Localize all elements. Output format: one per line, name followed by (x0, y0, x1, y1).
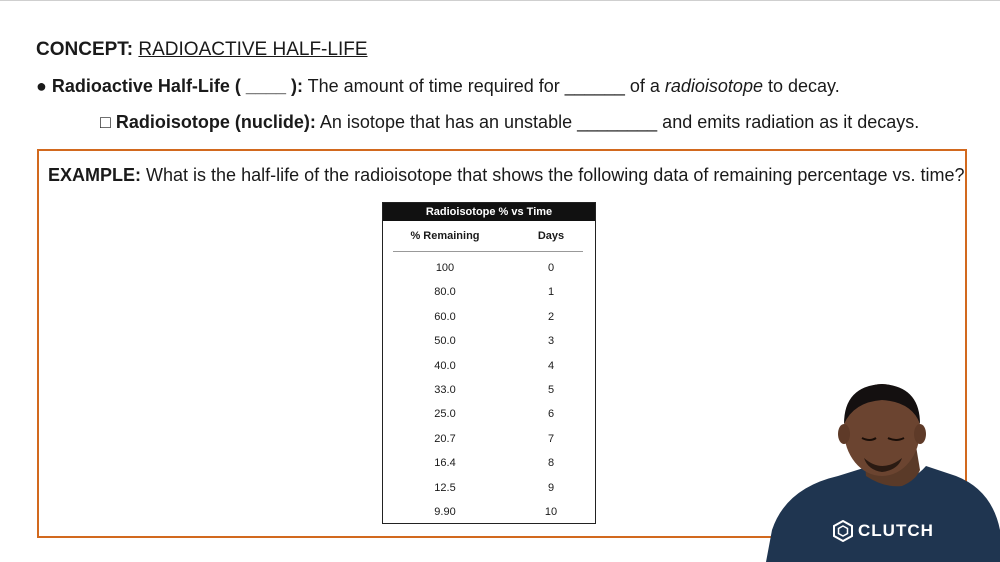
half-life-text: The amount of time required for ______ of a (307, 76, 660, 96)
example-question (48, 165, 965, 186)
table-row (383, 427, 595, 451)
table-row (383, 354, 595, 378)
example-question-text: What is the half-life of the radioisotope that shows the following data of remaining percentage vs. time? (146, 165, 965, 185)
data-table (382, 202, 596, 524)
radioisotope-text: An isotope that has an unstable ________ and emits radiation as it decays. (319, 112, 920, 132)
cell-percent-remaining: 25.0 (434, 408, 456, 421)
table-row (383, 280, 595, 304)
table-row (383, 329, 595, 353)
half-life-definition (36, 76, 840, 97)
radioisotope-term: Radioisotope (nuclide): (115, 112, 316, 132)
cell-days: 0 (547, 262, 555, 274)
cell-percent-remaining: 60.0 (434, 310, 456, 323)
cell-percent-remaining: 33.0 (434, 383, 456, 396)
header-days: Days (537, 230, 565, 242)
cell-percent-remaining: 9.90 (434, 505, 456, 518)
cell-percent-remaining: 100 (435, 262, 455, 274)
example-lead: EXAMPLE: (48, 165, 142, 185)
table-body (383, 252, 595, 524)
table-row (383, 500, 595, 524)
cell-days: 7 (547, 432, 555, 445)
cell-days: 4 (547, 359, 555, 372)
table-row (383, 256, 595, 280)
table-row (383, 451, 595, 475)
cell-days: 3 (547, 335, 555, 348)
cell-percent-remaining: 50.0 (434, 335, 456, 348)
cell-days: 8 (547, 457, 555, 470)
cell-days: 9 (547, 481, 555, 494)
cell-days: 5 (547, 383, 555, 396)
cell-percent-remaining: 40.0 (434, 359, 456, 372)
concept-topic: RADIOACTIVE HALF-LIFE (138, 39, 368, 60)
top-rule (0, 0, 1000, 1)
cell-days: 10 (544, 505, 558, 518)
half-life-term: Radioactive Half-Life ( ____ ): (51, 76, 303, 96)
concept-heading (36, 39, 368, 61)
cell-days: 1 (547, 286, 555, 299)
table-header (383, 221, 595, 251)
cell-days: 6 (547, 408, 555, 421)
bullet-icon: ● (36, 76, 47, 96)
radioisotope-definition (100, 112, 919, 133)
table-title: Radioisotope % vs Time (383, 203, 595, 221)
checkbox-bullet-icon: □ (100, 112, 111, 132)
half-life-italic: radioisotope (664, 76, 763, 96)
table-row (383, 402, 595, 426)
hexagon-icon (832, 520, 854, 542)
header-percent-remaining: % Remaining (410, 230, 480, 242)
cell-days: 2 (547, 310, 555, 323)
clutch-logo-text: CLUTCH (858, 521, 934, 540)
cell-percent-remaining: 80.0 (434, 286, 456, 299)
table-row (383, 476, 595, 500)
cell-percent-remaining: 20.7 (434, 432, 456, 445)
cell-percent-remaining: 12.5 (434, 481, 456, 494)
half-life-text-end: to decay. (767, 76, 840, 96)
concept-lead: CONCEPT: (36, 39, 134, 60)
table-row (383, 378, 595, 402)
cell-percent-remaining: 16.4 (434, 457, 456, 470)
table-row (383, 305, 595, 329)
clutch-logo (832, 520, 934, 542)
